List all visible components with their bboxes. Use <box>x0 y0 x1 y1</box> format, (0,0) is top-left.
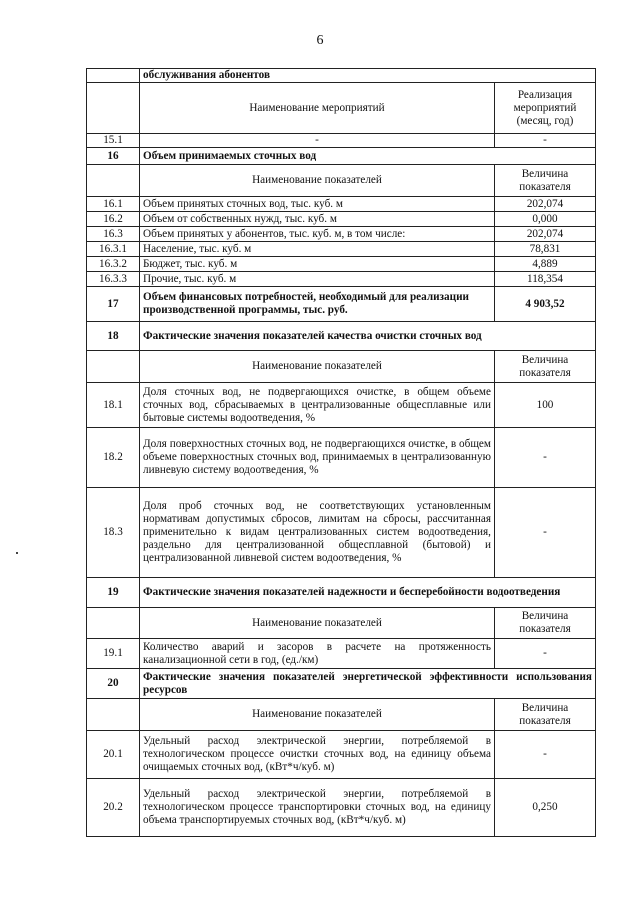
table-row <box>87 383 596 428</box>
table-header-row <box>87 608 596 639</box>
column-header-name: Наименование показателей <box>140 351 495 383</box>
row-text: Количество аварий и засоров в расчете на протяженность канализационной сети в год, (ед./км) <box>140 639 495 669</box>
row-text: Прочие, тыс. куб. м <box>140 272 495 287</box>
column-header-value: Величина показателя <box>494 699 595 731</box>
row-value: 4 903,52 <box>494 287 595 322</box>
program-table <box>86 68 596 837</box>
scan-mark <box>16 552 18 554</box>
row-text: Объем от собственных нужд, тыс. куб. м <box>140 212 495 227</box>
row-number-cell <box>87 608 140 639</box>
table-row <box>87 639 596 669</box>
row-text: Бюджет, тыс. куб. м <box>140 257 495 272</box>
section-row <box>87 669 596 699</box>
row-text: Доля проб сточных вод, не соответствующих установленным нормативам допустимых сбросов, лимитам на сбросы, рассчитанная применительно к видам централизованных систем водоотведения, раздельно для централизованной общесплавной (бытовой) и централизованной ливневой систем водоотведения, % <box>140 488 495 578</box>
table-row <box>87 428 596 488</box>
row-number: 16.3 <box>87 227 140 242</box>
row-number-cell <box>87 351 140 383</box>
table-row <box>87 227 596 242</box>
table-row <box>87 134 596 148</box>
column-header-name: Наименование показателей <box>140 165 495 197</box>
row-value: 118,354 <box>494 272 595 287</box>
table-row <box>87 779 596 837</box>
row-number: 20.1 <box>87 731 140 779</box>
row-number: 16.3.2 <box>87 257 140 272</box>
row-text: Население, тыс. куб. м <box>140 242 495 257</box>
table-row <box>87 212 596 227</box>
column-header-name: Наименование показателей <box>140 608 495 639</box>
row-value: 78,831 <box>494 242 595 257</box>
row-number: 20.2 <box>87 779 140 837</box>
table-header-row <box>87 83 596 134</box>
row-number-cell <box>87 83 140 134</box>
row-number-cell <box>87 699 140 731</box>
row-value: 4,889 <box>494 257 595 272</box>
row-value: 202,074 <box>494 227 595 242</box>
section-title: Объем финансовых потребностей, необходимый для реализации производственной программы, тыс. руб. <box>140 287 495 322</box>
row-number: 16.3.3 <box>87 272 140 287</box>
row-value: - <box>494 731 595 779</box>
section-number: 20 <box>87 669 140 699</box>
row-number: 15.1 <box>87 134 140 148</box>
column-header-value: Величина показателя <box>494 351 595 383</box>
row-number: 18.1 <box>87 383 140 428</box>
row-number-cell <box>87 69 140 83</box>
row-number: 16.2 <box>87 212 140 227</box>
section-number: 16 <box>87 148 140 165</box>
row-text: Доля поверхностных сточных вод, не подвергающихся очистке, в общем объеме поверхностных сточных вод, принимаемых в централизованную ливневую систему водоотведения, % <box>140 428 495 488</box>
row-number: 18.3 <box>87 488 140 578</box>
row-value: - <box>494 639 595 669</box>
section-row <box>87 578 596 608</box>
row-number-cell <box>87 165 140 197</box>
row-value: 0,250 <box>494 779 595 837</box>
column-header-value: Величина показателя <box>494 165 595 197</box>
page-number: 6 <box>316 33 324 48</box>
table-row <box>87 69 596 83</box>
column-header-name: Наименование показателей <box>140 699 495 731</box>
section-row <box>87 287 596 322</box>
column-header-value: Реализация мероприятий (месяц, год) <box>494 83 595 134</box>
row-value: - <box>494 134 595 148</box>
table-row <box>87 731 596 779</box>
section-title: Объем принимаемых сточных вод <box>140 148 596 165</box>
row-text: Объем принятых у абонентов, тыс. куб. м, в том числе: <box>140 227 495 242</box>
section-number: 17 <box>87 287 140 322</box>
row-value: 202,074 <box>494 197 595 212</box>
table-row <box>87 197 596 212</box>
column-header-name: Наименование мероприятий <box>140 83 495 134</box>
row-text: Удельный расход электрической энергии, потребляемой в технологическом процессе транспортировки сточных вод, на единицу объема транспортируемых сточных вод, (кВт*ч/куб. м) <box>140 779 495 837</box>
row-value: 100 <box>494 383 595 428</box>
table-row <box>87 488 596 578</box>
section-title: обслуживания абонентов <box>140 69 596 83</box>
section-number: 19 <box>87 578 140 608</box>
row-text: - <box>140 134 495 148</box>
section-row <box>87 148 596 165</box>
table-header-row <box>87 699 596 731</box>
row-value: 0,000 <box>494 212 595 227</box>
section-number: 18 <box>87 322 140 351</box>
column-header-value: Величина показателя <box>494 608 595 639</box>
table-row <box>87 272 596 287</box>
row-number: 16.1 <box>87 197 140 212</box>
table-header-row <box>87 165 596 197</box>
row-value: - <box>494 428 595 488</box>
section-row <box>87 322 596 351</box>
table-header-row <box>87 351 596 383</box>
row-number: 18.2 <box>87 428 140 488</box>
table-row <box>87 242 596 257</box>
row-text: Удельный расход электрической энергии, потребляемой в технологическом процессе очистки сточных вод, на единицу объема очищаемых сточных вод, (кВт*ч/куб. м) <box>140 731 495 779</box>
row-value: - <box>494 488 595 578</box>
section-title: Фактические значения показателей качества очистки сточных вод <box>140 322 596 351</box>
row-text: Доля сточных вод, не подвергающихся очистке, в общем объеме сточных вод, сбрасываемых в централизованные общесплавные или бытовые системы водоотведения, % <box>140 383 495 428</box>
row-text: Объем принятых сточных вод, тыс. куб. м <box>140 197 495 212</box>
row-number: 19.1 <box>87 639 140 669</box>
section-title: Фактические значения показателей энергетической эффективности использования ресурсов <box>140 669 596 699</box>
table-row <box>87 257 596 272</box>
row-number: 16.3.1 <box>87 242 140 257</box>
section-title: Фактические значения показателей надежности и бесперебойности водоотведения <box>140 578 596 608</box>
